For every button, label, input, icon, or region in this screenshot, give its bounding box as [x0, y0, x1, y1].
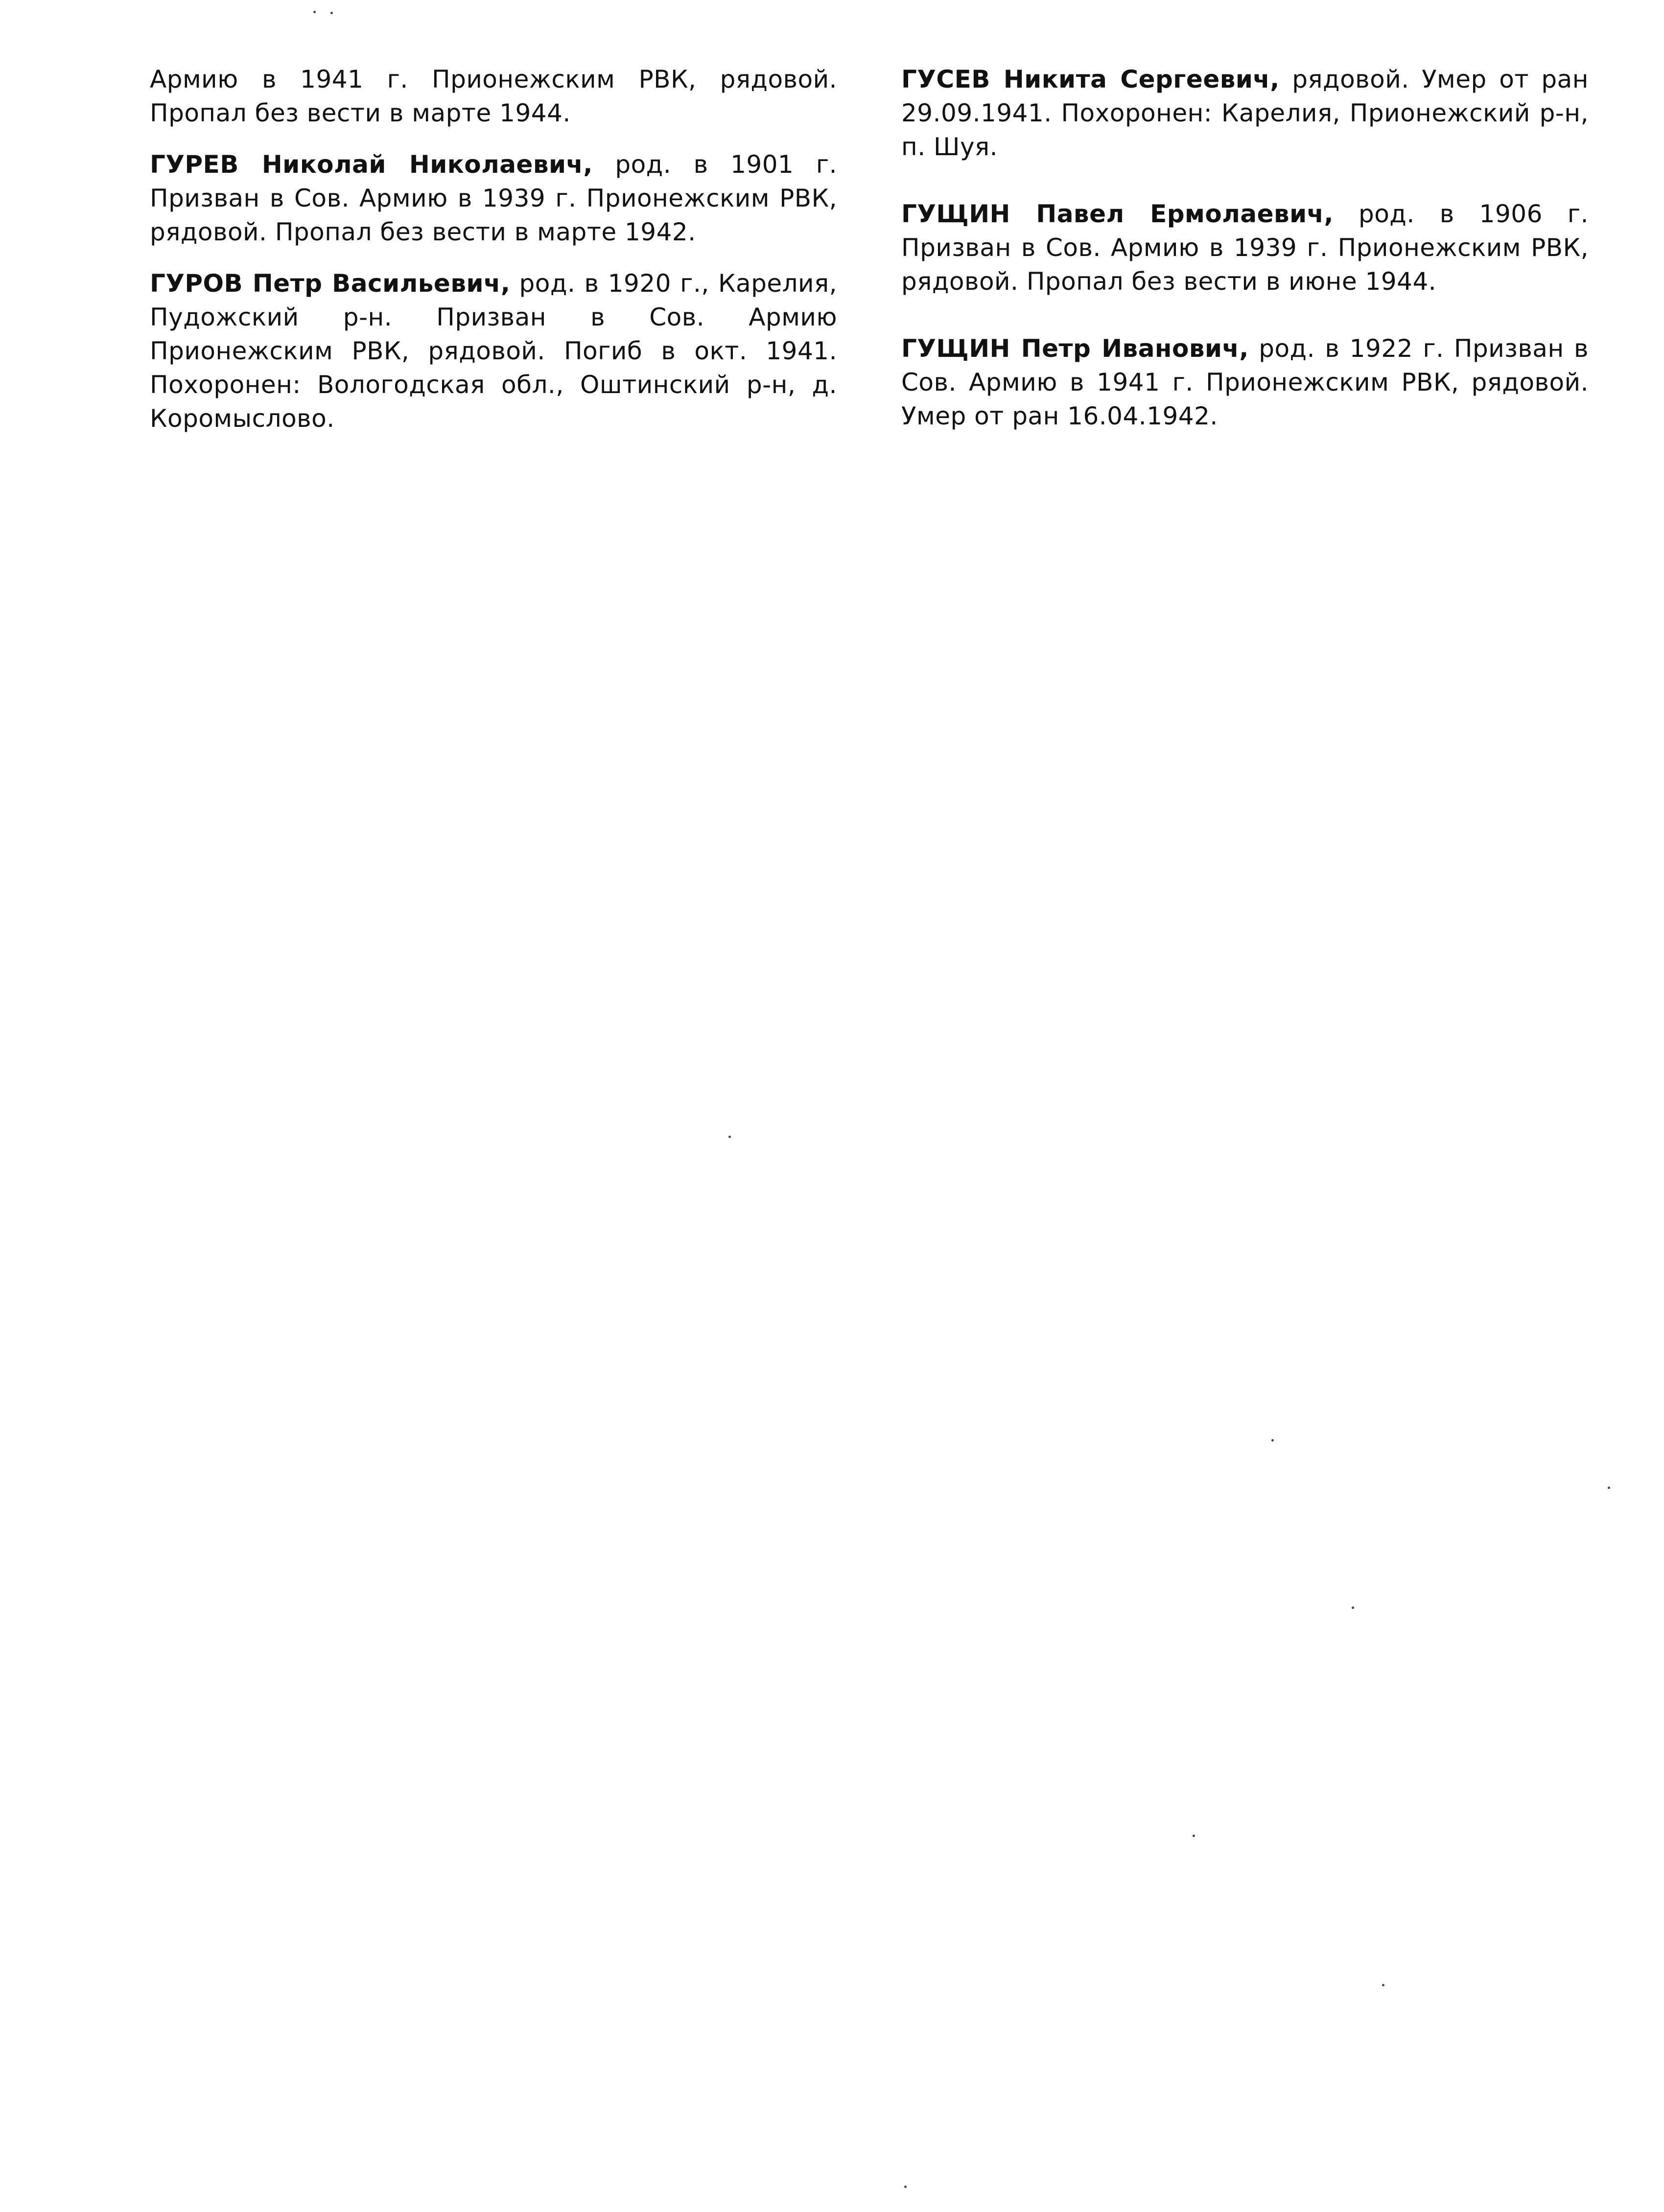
- entry-name: ГУСЕВ Никита Сергеевич,: [901, 65, 1280, 93]
- right-column: [901, 63, 1589, 466]
- entry-text: Армию в 1941 г. Прионежским РВК, рядовой. Пропал без вести в марте 1944.: [150, 65, 837, 127]
- entry-text: рядовой. Умер от ран 29.09.1941. Похоронен: Карелия, Прионежский р-н, п. Шуя.: [901, 65, 1589, 161]
- entry-gurev: [150, 148, 837, 249]
- entry-gurov: [150, 267, 837, 436]
- entry-gusev: [901, 63, 1589, 164]
- left-column: [150, 63, 837, 453]
- entry-text: род. в 1901 г. Призван в Сов. Армию в 1939 г. Прионежским РВК, рядовой. Пропал без вести в марте 1942.: [150, 150, 837, 246]
- entry-name: ГУРОВ Петр Васильевич,: [150, 269, 511, 298]
- scan-speck: [1271, 1439, 1274, 1442]
- scan-speck: [904, 2186, 907, 2188]
- entry-text: род. в 1922 г. Призван в Сов. Армию в 1941 г. Прионежским РВК, рядовой. Умер от ран 16.04.1942.: [901, 334, 1589, 430]
- entry-continuation: [150, 63, 837, 130]
- scan-speck: [1608, 1487, 1610, 1489]
- scan-speck: [330, 12, 333, 14]
- entry-gushchin-petr: [901, 332, 1589, 433]
- entry-name: ГУРЕВ Николай Николаевич,: [150, 150, 593, 179]
- entry-name: ГУЩИН Павел Ермолаевич,: [901, 200, 1334, 228]
- scan-speck: [1193, 1835, 1195, 1837]
- entry-gushchin-pavel: [901, 197, 1589, 299]
- scan-speck: [1352, 1607, 1354, 1609]
- entry-text: род. в 1920 г., Карелия, Пудожский р-н. Призван в Сов. Армию Прионежским РВК, рядовой. Погиб в окт. 1941. Похоронен: Вологодская обл., Оштинский р-н, д. Коромыслово.: [150, 269, 838, 433]
- scan-speck: [1382, 1984, 1384, 1986]
- scan-speck: [313, 11, 316, 13]
- entry-name: ГУЩИН Петр Иванович,: [901, 334, 1249, 363]
- scan-speck: [728, 1136, 731, 1138]
- entry-text: род. в 1906 г. Призван в Сов. Армию в 1939 г. Прионежским РВК, рядовой. Пропал без вести в июне 1944.: [901, 200, 1589, 296]
